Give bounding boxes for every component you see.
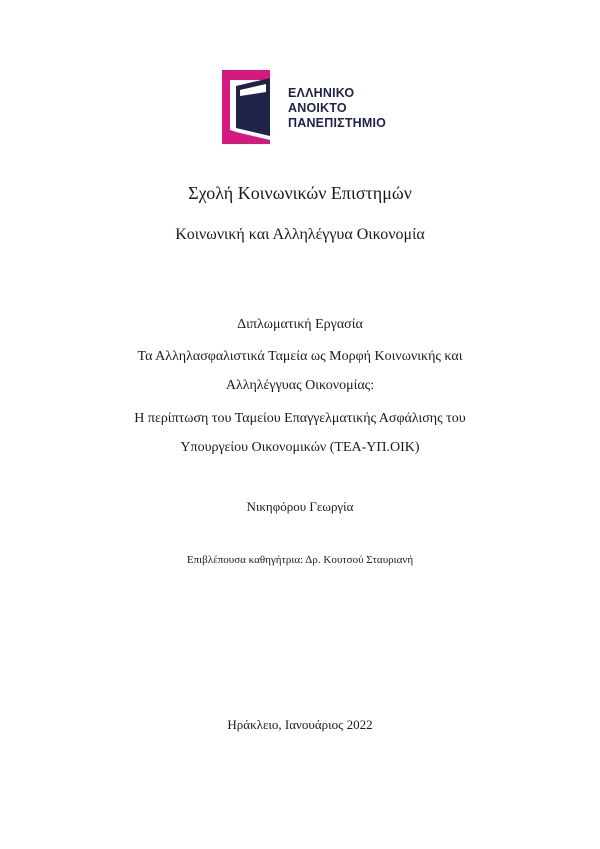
thesis-title-line-2: Αλληλέγγυας Οικονομίας:: [225, 378, 375, 393]
thesis-title-line-1: Τα Αλληλασφαλιστικά Ταμεία ως Μορφή Κοινωνικής και: [137, 349, 463, 364]
thesis-type: Διπλωματική Εργασία: [237, 317, 363, 332]
supervisor: Επιβλέπουσα καθηγήτρια: Δρ. Κουτσού Σταυριανή: [186, 554, 414, 566]
place-and-date: Ηράκλειο, Ιανουάριος 2022: [227, 717, 373, 732]
logo-line-3: ΠΑΝΕΠΙΣΤΗΜΙΟ: [288, 116, 387, 130]
school-name: Σχολή Κοινωνικών Επιστημών: [188, 183, 412, 203]
program-name: Κοινωνική και Αλληλέγγυα Οικονομία: [175, 226, 425, 243]
logo-line-2: ΑΝΟΙΚΤΟ: [288, 101, 347, 115]
university-logo: [222, 70, 402, 144]
logo-line-1: ΕΛΛΗΝΙΚΟ: [288, 86, 355, 100]
author-name: Νικηφόρου Γεωργία: [246, 499, 354, 514]
book-door-logo-icon: [222, 70, 282, 144]
logo-wordmark: [288, 86, 386, 131]
thesis-subtitle-line-2: Υπουργείου Οικονομικών (ΤΕΑ-ΥΠ.ΟΙΚ): [180, 440, 420, 455]
thesis-subtitle-line-1: Η περίπτωση του Ταμείου Επαγγελματικής Ασφάλισης του: [134, 411, 466, 426]
